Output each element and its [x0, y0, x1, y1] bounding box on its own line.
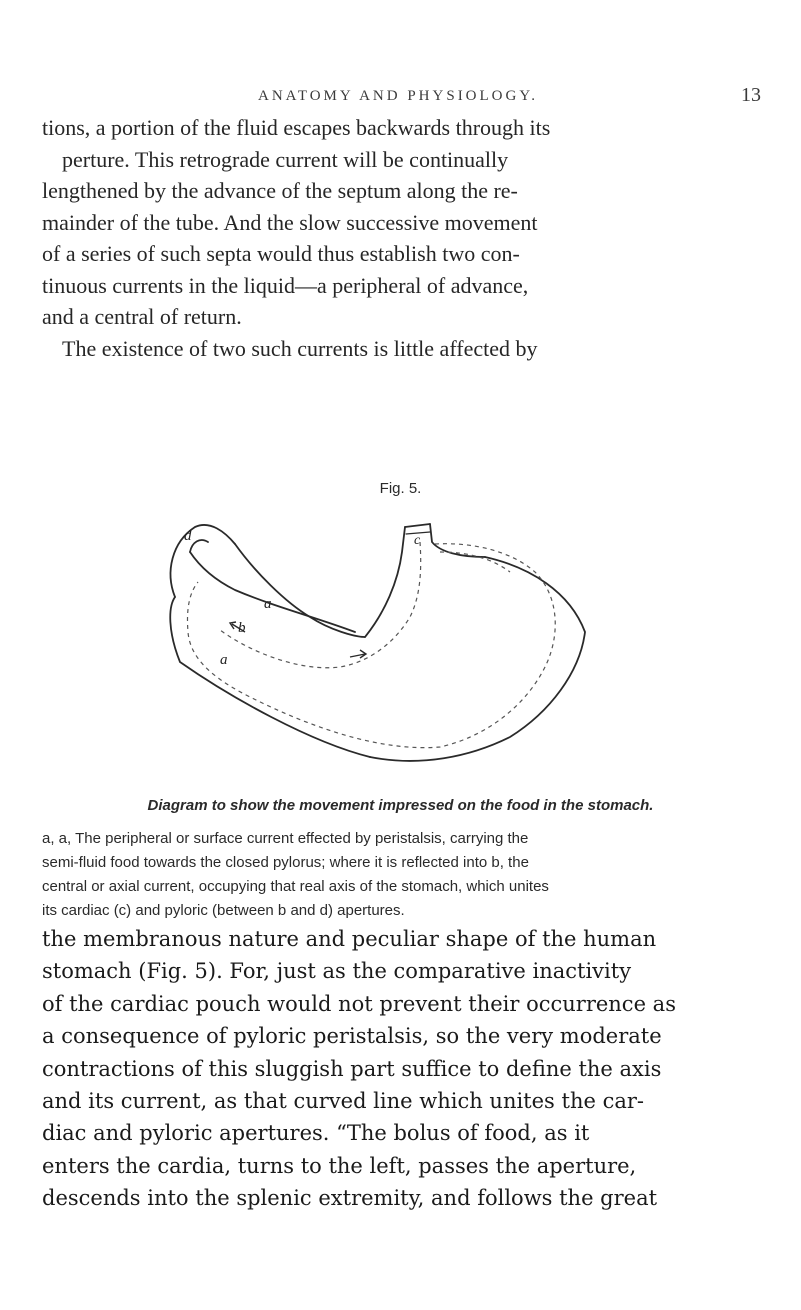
text-line: tions, a portion of the fluid escapes backwards through its	[42, 115, 551, 140]
text-line: stomach (Fig. 5). For, just as the comparative inactivity	[42, 959, 632, 984]
top-paragraph	[42, 112, 762, 364]
esophagus-top	[405, 524, 430, 527]
text-line: and its current, as that curved line which unites the car-	[42, 1089, 644, 1114]
peripheral-current-inner	[440, 552, 510, 572]
duodenum-inner	[190, 540, 208, 552]
text-line: of the cardiac pouch would not prevent their occurrence as	[42, 991, 676, 1016]
stomach-diagram	[140, 512, 660, 772]
text-line: perture. This retrograde current will be continually	[62, 146, 509, 172]
running-head: ANATOMY AND PHYSIOLOGY.	[258, 88, 538, 104]
text-line: a consequence of pyloric peristalsis, so the very moderate	[42, 1024, 662, 1049]
peripheral-current-outer	[187, 544, 555, 748]
figure-caption-body	[42, 827, 764, 923]
text-line: and a central of return.	[42, 304, 242, 329]
current-arrow-a	[350, 650, 366, 658]
label-c: c	[414, 533, 421, 548]
caption-line: central or axial current, occupying that real axis of the stomach, which unites	[42, 878, 549, 895]
text-line: diac and pyloric apertures. “The bolus of food, as it	[42, 1121, 590, 1146]
lower-outer-wall	[170, 597, 370, 757]
greater-curvature	[370, 557, 585, 761]
page-number: 13	[741, 84, 761, 106]
label-b: b	[238, 620, 246, 636]
pyloric-inner-wall	[235, 544, 365, 637]
text-line: tinuous currents in the liquid—a peripheral of advance,	[42, 272, 529, 298]
stomach-diagram-svg	[140, 512, 660, 772]
text-line: descends into the splenic extremity, and follows the great	[42, 1186, 658, 1211]
text-line: of a series of such septa would thus establish two con-	[42, 241, 520, 266]
text-line: lengthened by the advance of the septum along the re-	[42, 178, 518, 203]
label-a-lower: a	[220, 652, 228, 668]
text-line: The existence of two such currents is little affected by	[62, 335, 538, 361]
text-line: mainder of the tube. And the slow successive movement	[42, 209, 538, 235]
label-a-upper: a	[264, 596, 272, 612]
caption-line: its cardiac (c) and pyloric (between b and d) apertures.	[42, 902, 405, 919]
caption-line: a, a, The peripheral or surface current effected by peristalsis, carrying the	[42, 830, 529, 847]
figure-caption-title: Diagram to show the movement impressed on the food in the stomach.	[147, 797, 654, 814]
axial-current	[220, 542, 421, 668]
pyloric-lower-inner	[190, 552, 355, 632]
figure-label: Fig. 5.	[379, 480, 422, 497]
text-line: enters the cardia, turns to the left, passes the aperture,	[42, 1153, 637, 1178]
caption-line: semi-fluid food towards the closed pylorus; where it is reflected into b, the	[42, 854, 529, 871]
text-line: the membranous nature and peculiar shape of the human	[42, 927, 657, 951]
bottom-paragraph	[42, 923, 764, 1215]
esophagus-right-wall	[430, 524, 485, 557]
esophagus-left-wall	[365, 527, 405, 637]
text-line: contractions of this sluggish part suffice to define the axis	[42, 1056, 662, 1081]
duodenum-outer	[171, 525, 235, 597]
label-d: d	[184, 528, 192, 544]
